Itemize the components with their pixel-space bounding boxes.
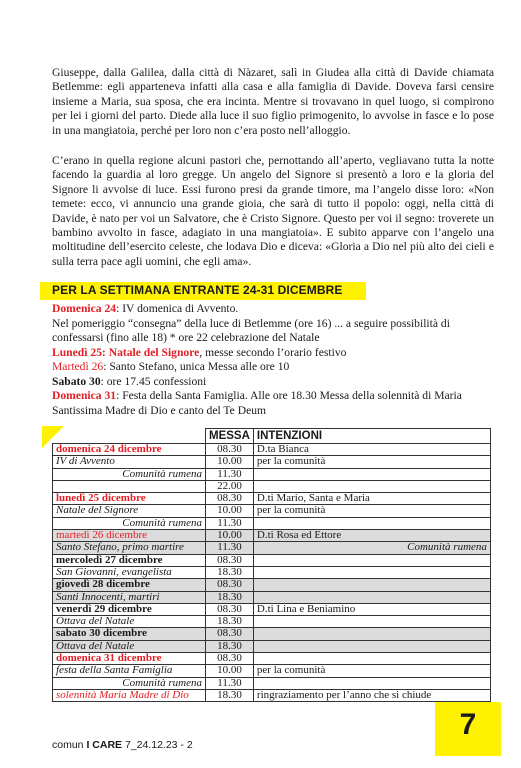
schedule-line-d26 (52, 360, 500, 375)
day-text: : Santo Stefano, unica Messa alle ore 10 (103, 360, 290, 373)
intention-cell: ringraziamento per l’anno che si chiude (253, 689, 490, 701)
page-number-box (435, 702, 501, 756)
table-row (53, 517, 491, 529)
schedule-note-d24: Nel pomeriggio “consegna” della luce di Betlemme (ore 16) ... a seguire possibilità di confessarsi (fino alle 18) * ore 22 celebrazione del Natale (52, 316, 450, 344)
time-cell: 08.30 (206, 653, 254, 665)
table-row (53, 456, 491, 468)
gospel-paragraph-2: C’erano in quella regione alcuni pastori che, pernottando all’aperto, vegliavano tutta la notte facendo la guardia al loro gregge. Un angelo del Signore si presentò a loro e la gloria del Signore li avvolse di luce. Essi furono presi da grande timore, ma l’angelo disse loro: «Non temete: ecco, vi annuncio una grande gioia, che sarà di tutto il popolo: oggi, nella città di Davide, è nato per voi un Salvatore, che è Cristo Signore. Questo per voi il segno: troverete un bambino avvolto in fasce, adagiato in una mangiatoia». E subito apparve con l’angelo una moltitudine dell’esercito celeste, che lodava Dio e diceva: «Gloria a Dio nel più alto dei cieli e sulla terra pace agli uomini, che egli ama». (52, 154, 494, 268)
table-row (53, 579, 491, 591)
table-row (53, 493, 491, 505)
week-heading: PER LA SETTIMANA ENTRANTE 24-31 DICEMBRE (52, 283, 343, 297)
day-cell: venerdì 29 dicembre (53, 603, 206, 615)
day-cell: giovedì 28 dicembre (53, 579, 206, 591)
day-label: Lunedì 25: Natale del Signore (52, 345, 200, 359)
intention-cell: per la comunità (253, 456, 490, 468)
footer (52, 739, 193, 751)
day-text: : ore 17.45 confessioni (100, 374, 207, 388)
intention-cell: D.ti Lina e Beniamino (253, 603, 490, 615)
intention-cell (253, 616, 490, 628)
table-row (53, 530, 491, 542)
day-cell: Comunità rumena (53, 517, 206, 529)
day-cell: festa della Santa Famiglia (53, 665, 206, 677)
time-cell: 08.30 (206, 444, 254, 456)
time-cell: 10.00 (206, 505, 254, 517)
day-cell: Ottava del Natale (53, 616, 206, 628)
table-row (53, 677, 491, 689)
table-row (53, 628, 491, 640)
table-row (53, 505, 491, 517)
time-cell: 10.00 (206, 530, 254, 542)
table-row (53, 591, 491, 603)
intention-cell (253, 677, 490, 689)
day-cell: mercoledì 27 dicembre (53, 554, 206, 566)
day-label: Domenica 31 (52, 389, 117, 402)
time-cell: 11.30 (206, 542, 254, 554)
time-cell: 18.30 (206, 640, 254, 652)
table-row (53, 603, 491, 615)
table-row (53, 689, 491, 701)
day-cell: lunedì 25 dicembre (53, 493, 206, 505)
day-text: , messe secondo l’orario festivo (199, 345, 347, 359)
intention-cell (253, 480, 490, 492)
schedule-line-d25 (52, 346, 500, 361)
time-cell: 08.30 (206, 628, 254, 640)
table-row (53, 444, 491, 456)
time-cell: 18.30 (206, 616, 254, 628)
day-cell: Comunità rumena (53, 468, 206, 480)
day-cell: Santo Stefano, primo martire (53, 542, 206, 554)
intention-cell: D.ti Mario, Santa e Maria (253, 493, 490, 505)
footer-suffix: 7_24.12.23 - 2 (122, 739, 193, 751)
time-cell: 10.00 (206, 456, 254, 468)
mass-table (52, 428, 491, 702)
day-cell: domenica 24 dicembre (53, 444, 206, 456)
page-number: 7 (459, 708, 477, 741)
day-cell: San Giovanni, evangelista (53, 566, 206, 578)
table-row (53, 653, 491, 665)
table-row (53, 468, 491, 480)
intention-cell (253, 566, 490, 578)
intention-cell (253, 554, 490, 566)
time-cell: 08.30 (206, 603, 254, 615)
week-schedule (52, 302, 500, 418)
day-cell: solennità Maria Madre di Dio (53, 689, 206, 701)
day-label: Sabato 30 (52, 374, 101, 388)
intention-cell (253, 591, 490, 603)
schedule-line-d31 (52, 389, 500, 418)
day-text: : IV domenica di Avvento. (116, 302, 239, 315)
intention-cell (253, 653, 490, 665)
time-cell: 18.30 (206, 566, 254, 578)
table-row (53, 665, 491, 677)
header-blank (53, 429, 206, 444)
gospel-paragraph-1: Giuseppe, dalla Galilea, dalla città di Nàzaret, salì in Giudea alla città di Davide chiamata Betlemme: egli apparteneva infatti alla casa e alla famiglia di Davide. Doveva farsi censire insieme a Maria, sua sposa, che era incinta. Mentre si trovavano in quel luogo, si compirono per lei i giorni del parto. Diede alla luce il suo figlio primogenito, lo avvolse in fasce e lo pose in una mangiatoia, perché per loro non c’era posto nell’alloggio. (52, 66, 494, 137)
time-cell: 11.30 (206, 517, 254, 529)
table-row (53, 566, 491, 578)
intention-cell: D.ti Rosa ed Ettore (253, 530, 490, 542)
time-cell: 08.30 (206, 554, 254, 566)
intention-cell (253, 517, 490, 529)
time-cell: 10.00 (206, 665, 254, 677)
day-cell: Ottava del Natale (53, 640, 206, 652)
intention-cell (253, 628, 490, 640)
table-row (53, 640, 491, 652)
time-cell: 11.30 (206, 677, 254, 689)
table-header (53, 429, 491, 444)
time-cell: 11.30 (206, 468, 254, 480)
header-intenzioni: INTENZIONI (253, 429, 490, 444)
day-cell: sabato 30 dicembre (53, 628, 206, 640)
table-row (53, 480, 491, 492)
intention-cell (253, 579, 490, 591)
day-cell: IV di Avvento (53, 456, 206, 468)
day-cell: martedì 26 dicembre (53, 530, 206, 542)
schedule-line-d24 (52, 302, 500, 317)
day-cell (53, 480, 206, 492)
table-row (53, 554, 491, 566)
intention-cell: D.ta Bianca (253, 444, 490, 456)
intention-cell (253, 468, 490, 480)
day-text: : Festa della Santa Famiglia. Alle ore 18.30 Messa della solennità di Maria Santissima Madre di Dio e canto del Te Deum (52, 389, 462, 417)
intention-cell: per la comunità (253, 505, 490, 517)
header-messa: MESSA (206, 429, 254, 444)
footer-brand: I CARE (86, 739, 123, 751)
time-cell: 22.00 (206, 480, 254, 492)
time-cell: 08.30 (206, 493, 254, 505)
table-row (53, 542, 491, 554)
intention-cell: Comunità rumena (253, 542, 490, 554)
time-cell: 18.30 (206, 689, 254, 701)
time-cell: 18.30 (206, 591, 254, 603)
day-label: Domenica 24 (52, 302, 117, 315)
day-cell: Santi Innocenti, martiri (53, 591, 206, 603)
day-label: Martedì 26 (52, 360, 104, 373)
intention-cell (253, 640, 490, 652)
intention-cell: per la comunità (253, 665, 490, 677)
day-cell: Comunità rumena (53, 677, 206, 689)
schedule-line-d30 (52, 375, 500, 390)
table-row (53, 616, 491, 628)
footer-prefix: comun (52, 739, 87, 751)
time-cell: 08.30 (206, 579, 254, 591)
day-cell: Natale del Signore (53, 505, 206, 517)
day-cell: domenica 31 dicembre (53, 653, 206, 665)
